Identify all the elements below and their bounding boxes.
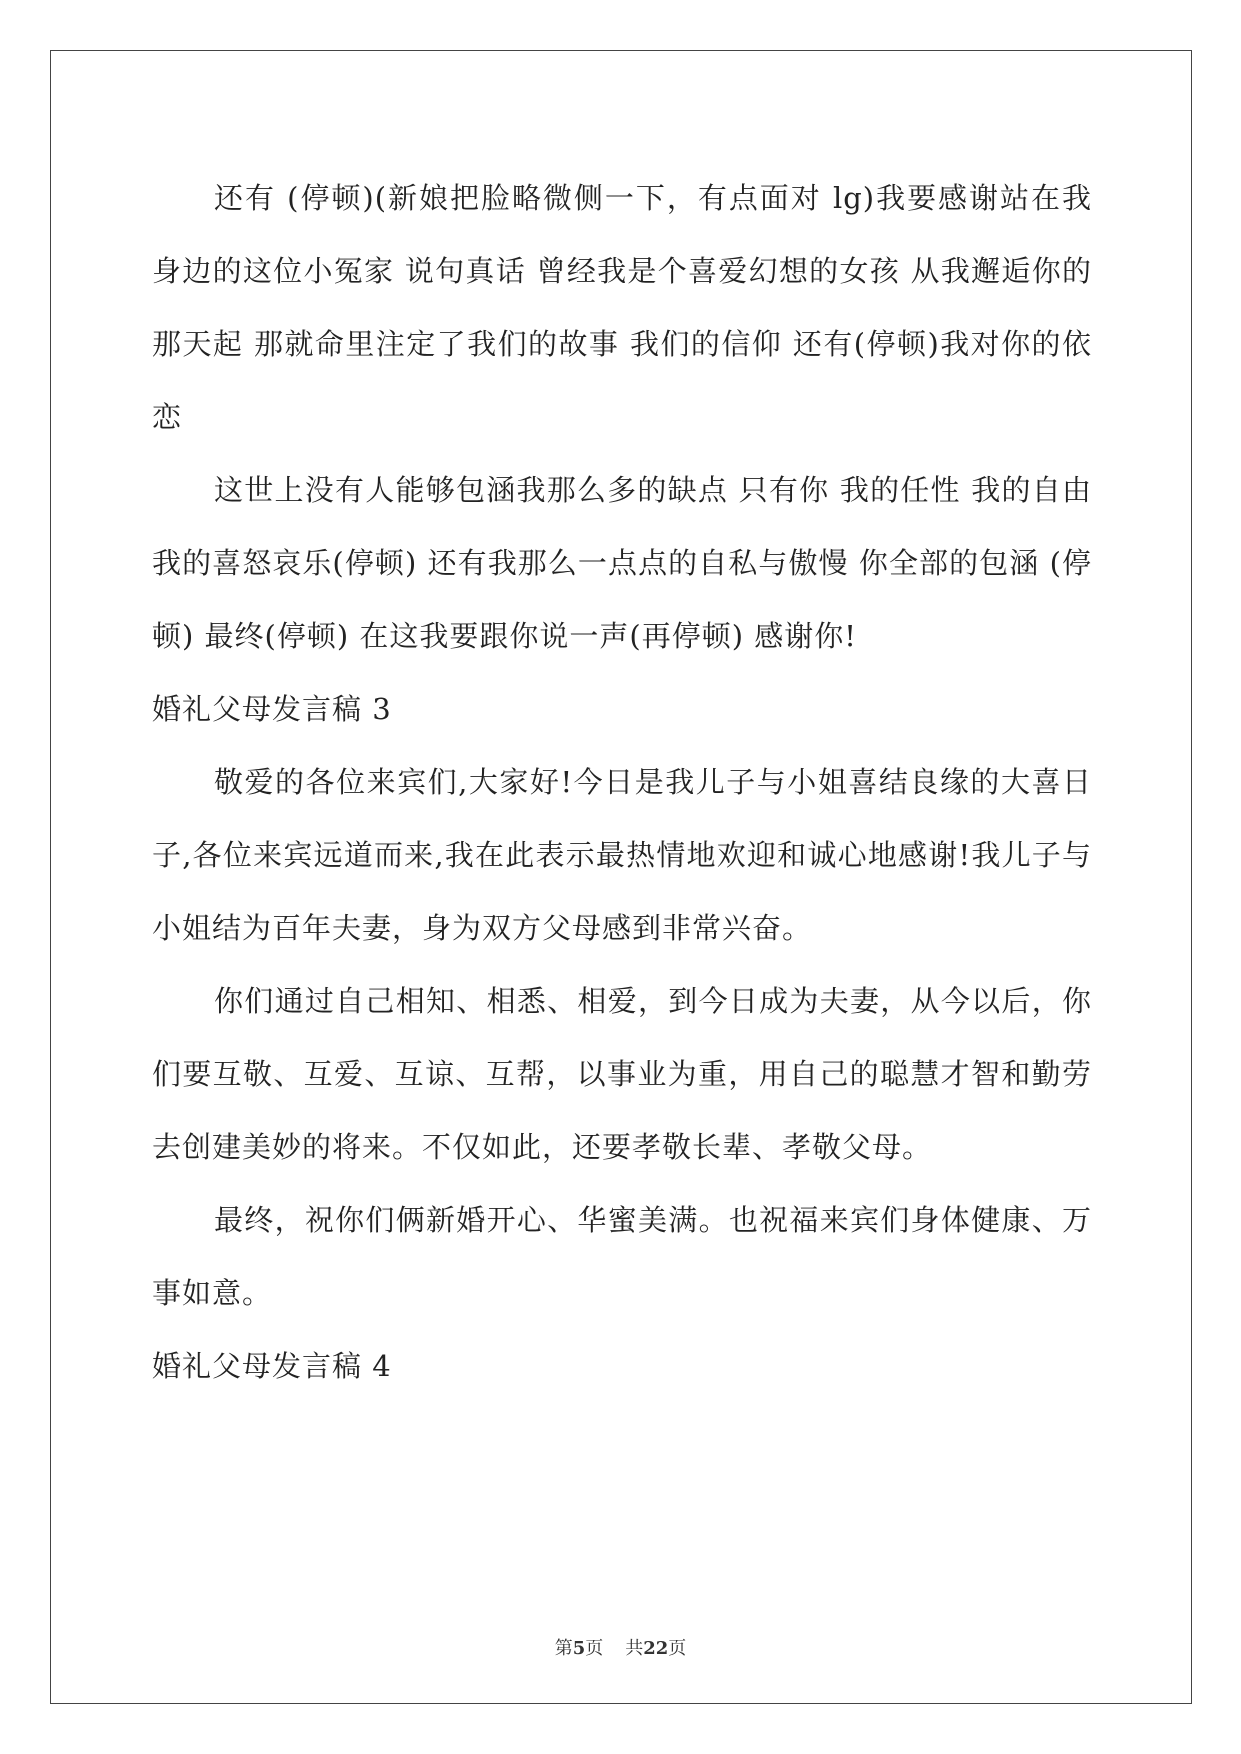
- footer-page-suffix: 页: [585, 1638, 604, 1659]
- paragraph: 敬爱的各位来宾们,大家好!今日是我儿子与小姐喜结良缘的大喜日子,各位来宾远道而来,我在此表示最热情地欢迎和诚心地感谢!我儿子与小姐结为百年夫妻，身为双方父母感到非常兴奋。: [152, 765, 1092, 945]
- footer-total-prefix: 共: [625, 1638, 644, 1659]
- current-page-number: 5: [572, 1638, 586, 1659]
- paragraph: 最终，祝你们俩新婚开心、华蜜美满。也祝福来宾们身体健康、万事如意。: [152, 1203, 1092, 1310]
- page-footer: [0, 1634, 1241, 1660]
- section-heading: 婚礼父母发言稿 3: [152, 692, 392, 726]
- paragraph: 你们通过自己相知、相悉、相爱，到今日成为夫妻，从今以后，你们要互敬、互爱、互谅、互帮，以事业为重，用自己的聪慧才智和勤劳去创建美妙的将来。不仅如此，还要孝敬长辈、孝敬父母。: [152, 984, 1092, 1164]
- total-pages-number: 22: [643, 1638, 669, 1659]
- document-body: [152, 162, 1092, 1403]
- footer-prefix: 第: [554, 1638, 573, 1659]
- paragraph: 还有 (停顿)(新娘把脸略微侧一下，有点面对 lg)我要感谢站在我身边的这位小冤家 说句真话 曾经我是个喜爱幻想的女孩 从我邂逅你的那天起 那就命里注定了我们的故事 我们的信仰 还有(停顿)我对你的依恋: [152, 181, 1092, 434]
- section-heading: 婚礼父母发言稿 4: [152, 1349, 392, 1383]
- footer-total-suffix: 页: [668, 1638, 687, 1659]
- paragraph: 这世上没有人能够包涵我那么多的缺点 只有你 我的任性 我的自由 我的喜怒哀乐(停顿) 还有我那么一点点的自私与傲慢 你全部的包涵 (停顿) 最终(停顿) 在这我要跟你说一声(再停顿) 感谢你!: [152, 473, 1092, 653]
